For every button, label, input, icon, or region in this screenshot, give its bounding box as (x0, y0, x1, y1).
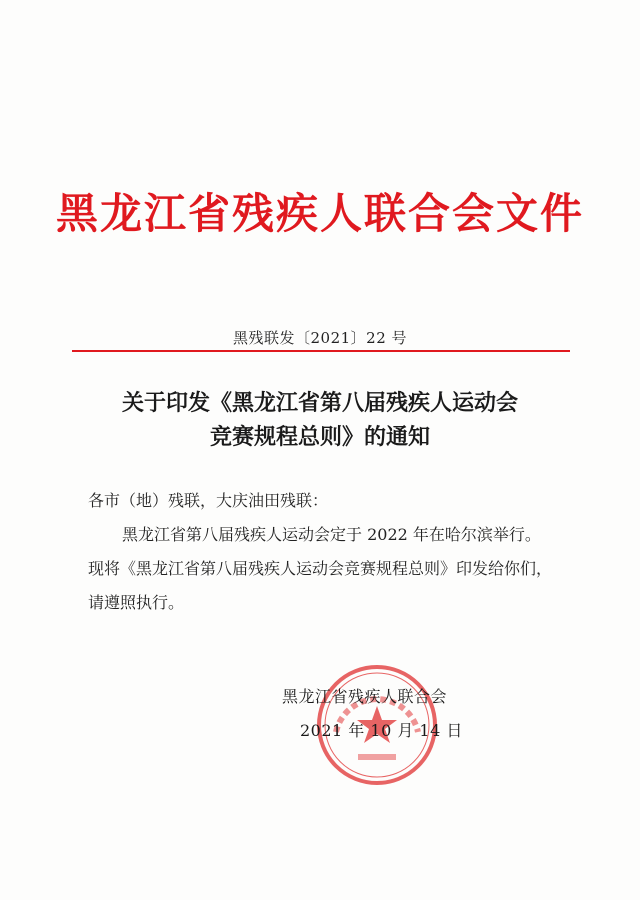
signature-date: 2021 年 10 月 14 日 (300, 721, 463, 740)
body-paragraph-line-1: 黑龙江省第八届残疾人运动会定于 2022 年在哈尔滨举行。 (122, 525, 541, 544)
body-paragraph-line-3: 请遵照执行。 (88, 593, 185, 612)
notice-title (0, 386, 640, 454)
notice-title-line-2: 竞赛规程总则》的通知 (209, 424, 430, 450)
notice-title-line-1: 关于印发《黑龙江省第八届残疾人运动会 (121, 390, 518, 416)
document-number: 黑残联发〔2021〕22 号 (232, 329, 408, 347)
salutation: 各市（地）残联，大庆油田残联： (88, 491, 329, 510)
document-header-title: 黑龙江省残疾人联合会文件 (55, 189, 584, 238)
signature-organization: 黑龙江省残疾人联合会 (282, 687, 448, 706)
notice-body (88, 484, 588, 620)
header-divider (72, 350, 570, 352)
body-paragraph-line-2: 现将《黑龙江省第八届残疾人运动会竞赛规程总则》印发给你们， (88, 559, 553, 578)
